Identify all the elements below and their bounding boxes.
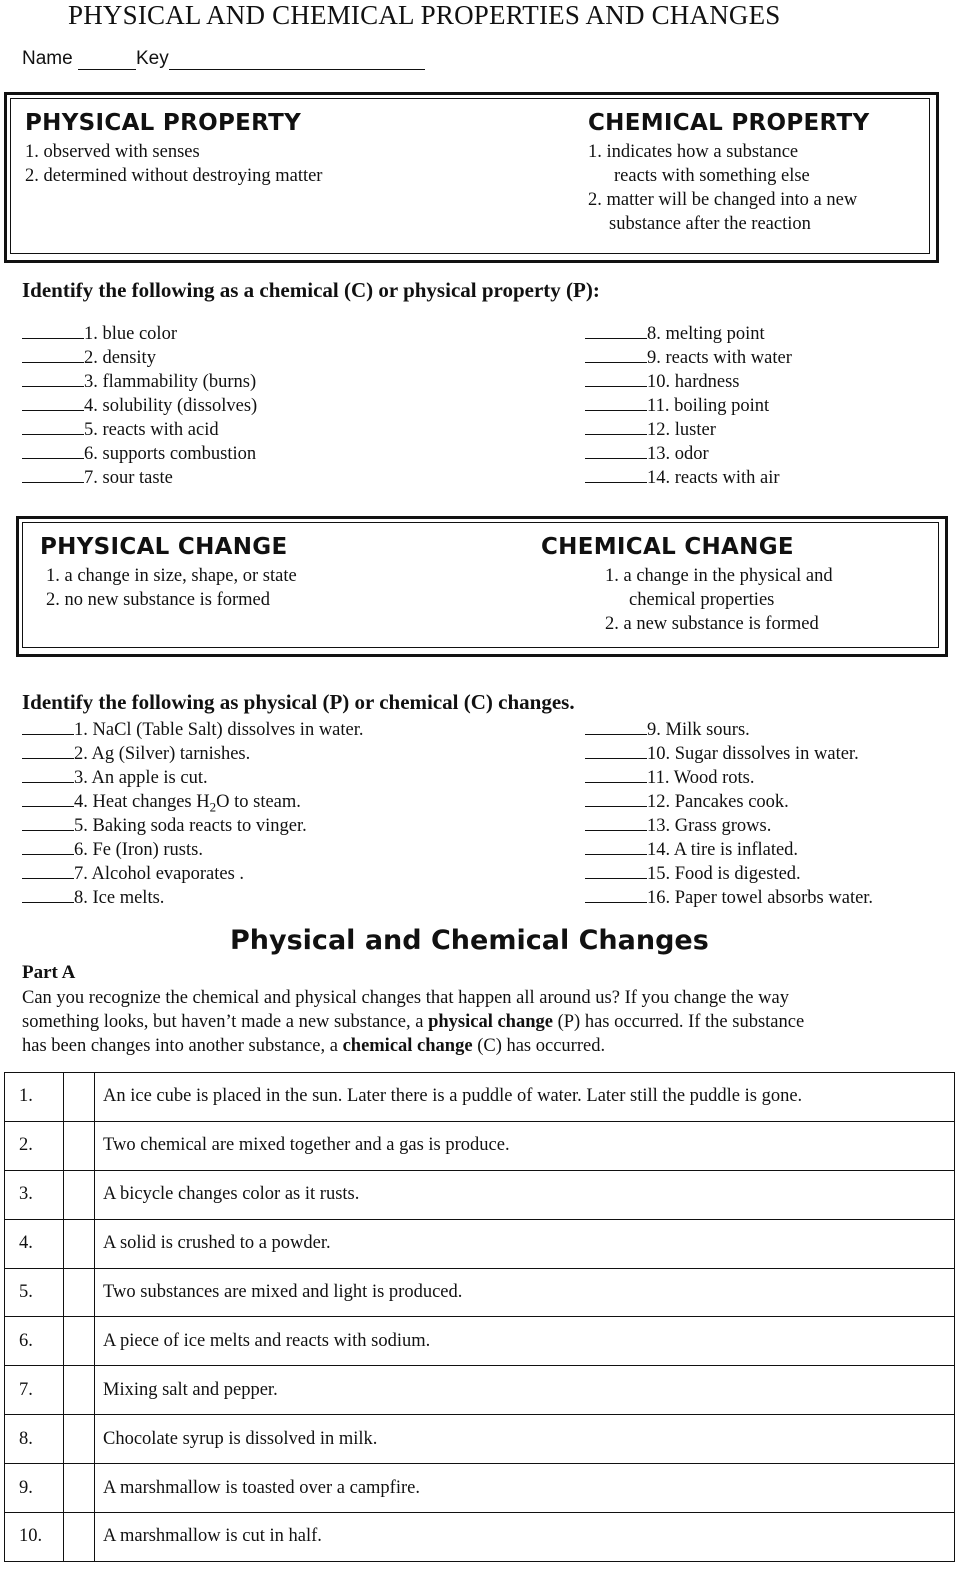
- item-text: 9. reacts with water: [647, 348, 792, 368]
- item-text: 8. Ice melts.: [74, 888, 165, 908]
- answer-blank[interactable]: [22, 860, 74, 879]
- item-text: 3. flammability (burns): [84, 372, 257, 392]
- item-text: 2. Ag (Silver) tarnishes.: [74, 744, 251, 764]
- changes-instruction: Identify the following as physical (P) or chemical (C) changes.: [22, 690, 575, 714]
- table-row: [5, 1513, 955, 1562]
- row-number: 7.: [5, 1366, 64, 1415]
- item-text: 11. boiling point: [647, 396, 770, 416]
- part-a-label: Part A: [22, 962, 76, 983]
- row-number: 6.: [5, 1317, 64, 1366]
- section-title: Physical and Chemical Changes: [230, 925, 709, 956]
- item-text: 6. Fe (Iron) rusts.: [74, 840, 203, 860]
- answer-cell[interactable]: [64, 1317, 95, 1366]
- item-text: 4. solubility (dissolves): [84, 396, 258, 416]
- list-item: [585, 812, 873, 836]
- list-item: [22, 788, 364, 815]
- item-text: 14. A tire is inflated.: [647, 840, 799, 860]
- item-text: 6. supports combustion: [84, 444, 257, 464]
- answer-blank[interactable]: [22, 812, 74, 831]
- item-text: 13. odor: [647, 444, 709, 464]
- answer-cell[interactable]: [64, 1513, 95, 1562]
- list-item: [585, 464, 792, 488]
- answer-blank[interactable]: [22, 884, 74, 903]
- answer-cell[interactable]: [64, 1073, 95, 1122]
- chemical-change-heading: CHEMICAL CHANGE: [541, 534, 794, 560]
- list-item: [585, 716, 873, 740]
- row-number: 2.: [5, 1121, 64, 1170]
- chemical-property-line-1: 1. indicates how a substance: [588, 142, 799, 162]
- answer-blank[interactable]: [585, 392, 647, 411]
- item-text: 9. Milk sours.: [647, 720, 750, 740]
- answer-blank[interactable]: [585, 788, 647, 807]
- list-item: [22, 392, 257, 416]
- chemical-property-line-3: 2. matter will be changed into a new: [588, 190, 858, 210]
- answer-cell[interactable]: [64, 1268, 95, 1317]
- row-number: 8.: [5, 1415, 64, 1464]
- answer-blank[interactable]: [585, 716, 647, 735]
- item-text: 1. NaCl (Table Salt) dissolves in water.: [74, 720, 364, 740]
- table-row: [5, 1366, 955, 1415]
- answer-blank[interactable]: [22, 320, 84, 339]
- chemical-change-line-1: 1. a change in the physical and: [605, 566, 833, 586]
- list-item: [585, 344, 792, 368]
- row-question: A solid is crushed to a powder.: [95, 1219, 955, 1268]
- answer-blank[interactable]: [22, 716, 74, 735]
- row-number: 10.: [5, 1513, 64, 1562]
- list-item: [22, 320, 257, 344]
- physical-property-line-2: 2. determined without destroying matter: [25, 166, 323, 186]
- item-text: 12. Pancakes cook.: [647, 792, 789, 812]
- properties-list-right: [585, 320, 792, 488]
- answer-blank[interactable]: [585, 812, 647, 831]
- answer-blank[interactable]: [585, 764, 647, 783]
- row-number: 5.: [5, 1268, 64, 1317]
- answer-blank[interactable]: [22, 740, 74, 759]
- answer-blank[interactable]: [22, 368, 84, 387]
- row-question: An ice cube is placed in the sun. Later there is a puddle of water. Later still the puddle is gone.: [95, 1073, 955, 1122]
- list-item: [585, 788, 873, 812]
- table-row: [5, 1073, 955, 1122]
- answer-blank[interactable]: [22, 440, 84, 459]
- list-item: [22, 344, 257, 368]
- answer-blank[interactable]: [22, 764, 74, 783]
- physical-change-line-2: 2. no new substance is formed: [46, 590, 271, 610]
- list-item: [22, 860, 364, 884]
- item-text: 8. melting point: [647, 324, 765, 344]
- answer-blank[interactable]: [585, 320, 647, 339]
- list-item: [585, 392, 792, 416]
- row-question: A bicycle changes color as it rusts.: [95, 1170, 955, 1219]
- item-text: 10. hardness: [647, 372, 740, 392]
- list-item: [585, 320, 792, 344]
- physical-change-line-1: 1. a change in size, shape, or state: [46, 566, 297, 586]
- chemical-property-line-4: substance after the reaction: [609, 214, 811, 234]
- changes-list-left: [22, 716, 364, 908]
- item-text: 11. Wood rots.: [647, 768, 755, 788]
- table-row: [5, 1121, 955, 1170]
- row-question: A marshmallow is toasted over a campfire.: [95, 1464, 955, 1513]
- row-question: A piece of ice melts and reacts with sodium.: [95, 1317, 955, 1366]
- item-text: 7. sour taste: [84, 468, 173, 488]
- answer-blank[interactable]: [585, 464, 647, 483]
- row-question: A marshmallow is cut in half.: [95, 1513, 955, 1562]
- item-text: 3. An apple is cut.: [74, 768, 208, 788]
- list-item: [585, 368, 792, 392]
- list-item: [22, 764, 364, 788]
- answer-blank[interactable]: [585, 884, 647, 903]
- item-text: 2. density: [84, 348, 156, 368]
- list-item: [22, 836, 364, 860]
- name-blank-right[interactable]: [169, 49, 425, 70]
- row-number: 4.: [5, 1219, 64, 1268]
- item-text: 16. Paper towel absorbs water.: [647, 888, 874, 908]
- answer-blank[interactable]: [22, 836, 74, 855]
- row-question: Two chemical are mixed together and a gas is produce.: [95, 1121, 955, 1170]
- row-number: 3.: [5, 1170, 64, 1219]
- part-a-intro-line-3: has been changes into another substance, a chemical change (C) has occurred.: [22, 1036, 606, 1056]
- list-item: [22, 464, 257, 488]
- part-a-intro-line-1: Can you recognize the chemical and physical changes that happen all around us? If you change the way: [22, 988, 789, 1008]
- chemical-change-line-2: chemical properties: [629, 590, 775, 610]
- table-row: [5, 1170, 955, 1219]
- list-item: [585, 860, 873, 884]
- item-text: 15. Food is digested.: [647, 864, 801, 884]
- answer-cell[interactable]: [64, 1366, 95, 1415]
- answer-blank[interactable]: [22, 392, 84, 411]
- item-text: 14. reacts with air: [647, 468, 780, 488]
- page-title: PHYSICAL AND CHEMICAL PROPERTIES AND CHANGES: [68, 0, 781, 30]
- list-item: [22, 812, 364, 836]
- list-item: [22, 416, 257, 440]
- row-number: 1.: [5, 1073, 64, 1122]
- answer-cell[interactable]: [64, 1219, 95, 1268]
- list-item: [585, 440, 792, 464]
- list-item: [585, 416, 792, 440]
- answer-blank[interactable]: [585, 740, 647, 759]
- answer-blank[interactable]: [585, 368, 647, 387]
- table-row: [5, 1415, 955, 1464]
- item-text-rest: O to steam.: [216, 792, 301, 812]
- row-question: Two substances are mixed and light is produced.: [95, 1268, 955, 1317]
- list-item: [22, 368, 257, 392]
- name-blank-left[interactable]: [78, 49, 136, 70]
- answer-blank[interactable]: [585, 860, 647, 879]
- item-text: 13. Grass grows.: [647, 816, 772, 836]
- list-item: [585, 836, 873, 860]
- table-row: [5, 1464, 955, 1513]
- properties-list-left: [22, 320, 257, 488]
- list-item: [22, 716, 364, 740]
- item-text: 5. reacts with acid: [84, 420, 219, 440]
- answer-blank[interactable]: [585, 836, 647, 855]
- item-text: 10. Sugar dissolves in water.: [647, 744, 859, 764]
- subscript-2: 2: [209, 799, 217, 815]
- name-row: [22, 48, 425, 70]
- answer-cell[interactable]: [64, 1121, 95, 1170]
- chemical-property-heading: CHEMICAL PROPERTY: [588, 110, 870, 136]
- answer-cell[interactable]: [64, 1415, 95, 1464]
- answer-blank[interactable]: [585, 416, 647, 435]
- answer-blank[interactable]: [22, 464, 84, 483]
- answer-blank[interactable]: [585, 440, 647, 459]
- name-label: Name: [22, 48, 73, 69]
- list-item: [22, 740, 364, 764]
- item-text: 12. luster: [647, 420, 716, 440]
- table-row: [5, 1268, 955, 1317]
- list-item: [585, 764, 873, 788]
- item-text: 4. Heat changes H: [74, 792, 210, 812]
- list-item: [22, 884, 364, 908]
- row-question: Chocolate syrup is dissolved in milk.: [95, 1415, 955, 1464]
- physical-property-heading: PHYSICAL PROPERTY: [25, 110, 302, 136]
- chemical-change-term: chemical change: [342, 1036, 473, 1056]
- list-item: [585, 884, 873, 908]
- answer-blank[interactable]: [22, 788, 74, 807]
- chemical-property-line-2: reacts with something else: [614, 166, 810, 186]
- answer-cell[interactable]: [64, 1170, 95, 1219]
- answer-blank[interactable]: [22, 344, 84, 363]
- changes-list-right: [585, 716, 873, 908]
- name-value: Key: [135, 48, 169, 69]
- item-text: 1. blue color: [84, 324, 177, 344]
- item-text: 5. Baking soda reacts to vinger.: [74, 816, 307, 836]
- part-a-table: [4, 1072, 955, 1562]
- chemical-change-line-3: 2. a new substance is formed: [605, 614, 819, 634]
- row-question: Mixing salt and pepper.: [95, 1366, 955, 1415]
- list-item: [22, 440, 257, 464]
- answer-blank[interactable]: [585, 344, 647, 363]
- properties-instruction: Identify the following as a chemical (C) or physical property (P):: [22, 278, 600, 302]
- table-row: [5, 1317, 955, 1366]
- list-item: [585, 740, 873, 764]
- physical-change-heading: PHYSICAL CHANGE: [40, 534, 288, 560]
- part-a-intro-line-2: something looks, but haven’t made a new substance, a physical change (P) has occurred. If the substance: [22, 1012, 805, 1032]
- physical-change-term: physical change: [428, 1012, 553, 1032]
- physical-property-line-1: 1. observed with senses: [25, 142, 200, 162]
- item-text: 7. Alcohol evaporates .: [74, 864, 245, 884]
- row-number: 9.: [5, 1464, 64, 1513]
- table-row: [5, 1219, 955, 1268]
- answer-blank[interactable]: [22, 416, 84, 435]
- answer-cell[interactable]: [64, 1464, 95, 1513]
